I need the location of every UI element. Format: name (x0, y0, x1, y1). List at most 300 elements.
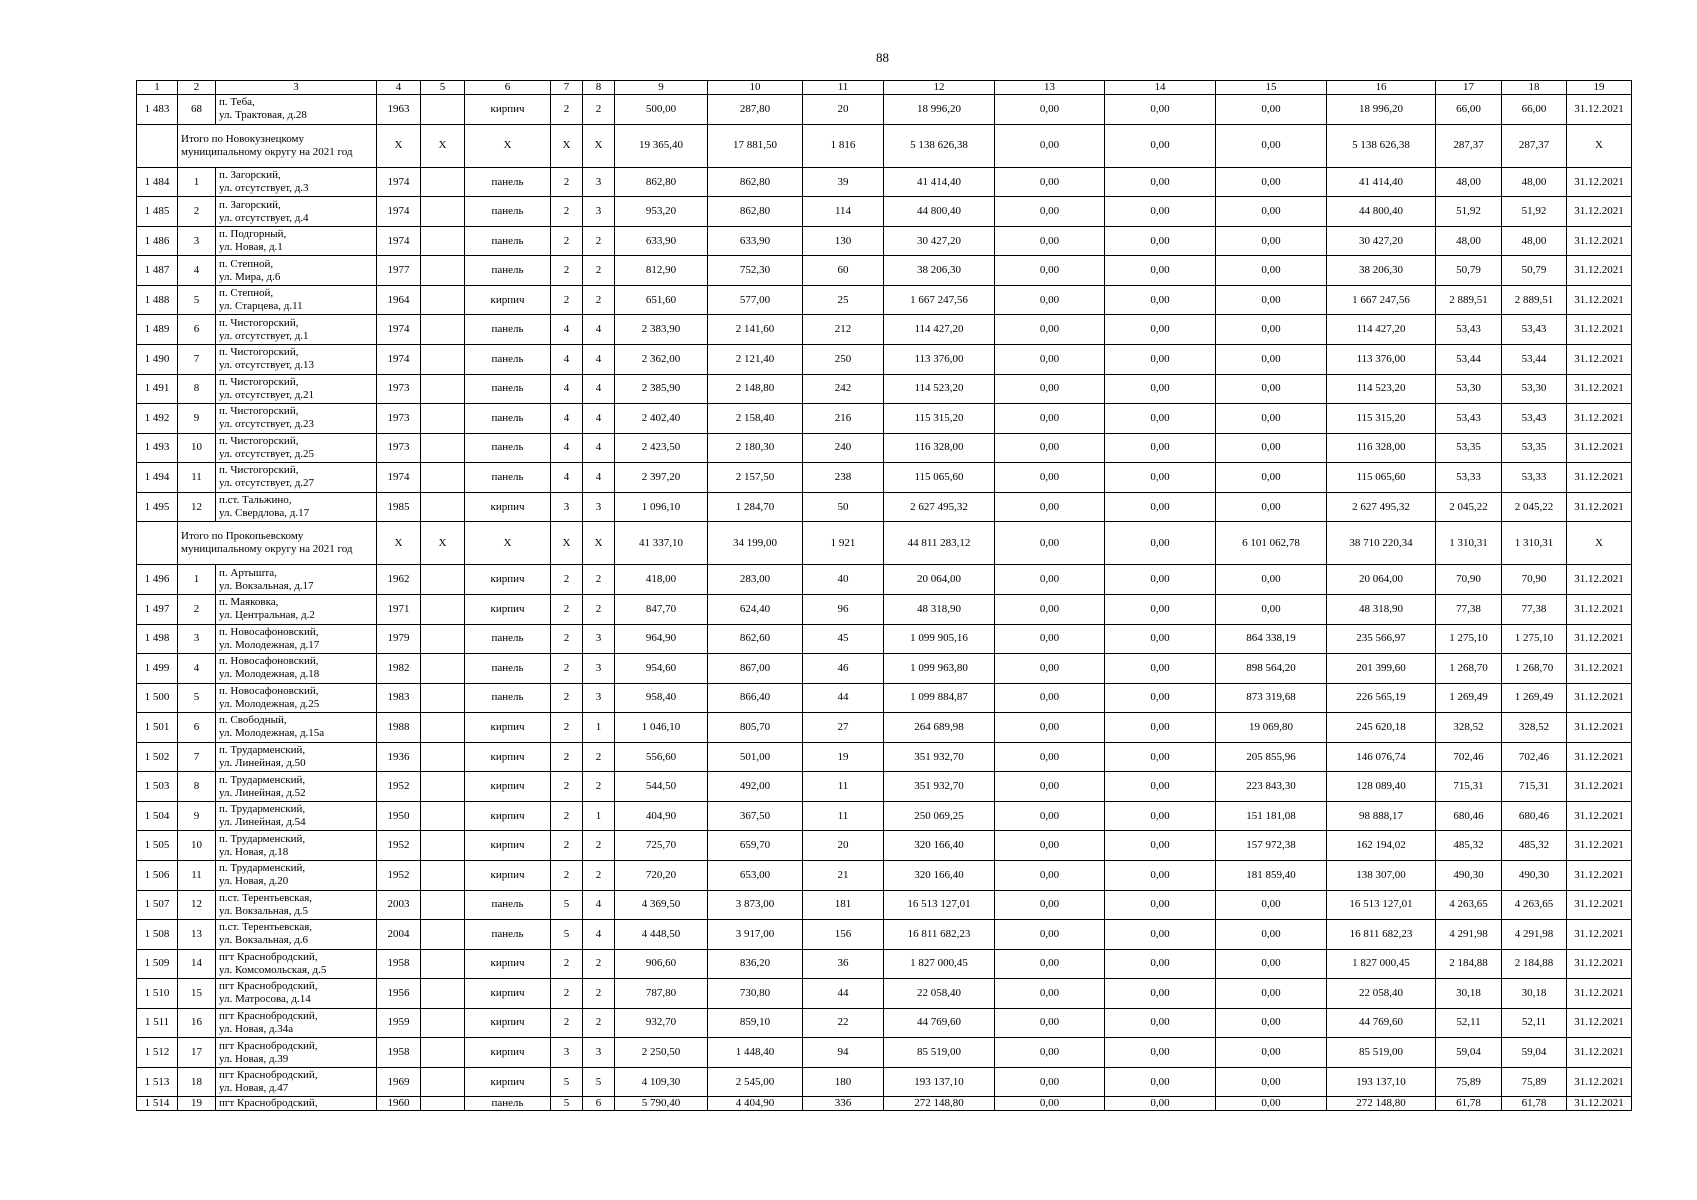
column-number-header: 15 (1216, 81, 1327, 95)
cell-row-number: 1 505 (137, 831, 178, 861)
cell-col-19: 31.12.2021 (1567, 226, 1632, 256)
cell-col-18: 715,31 (1502, 772, 1567, 802)
cell-local-number: 9 (178, 404, 216, 434)
cell-col-19: 31.12.2021 (1567, 256, 1632, 286)
cell-col-14: 0,00 (1105, 595, 1216, 625)
cell-col-17: 1 275,10 (1436, 624, 1502, 654)
cell-col-6: панель (465, 683, 551, 713)
cell-col-19: 31.12.2021 (1567, 920, 1632, 950)
cell-col-5: X (421, 124, 465, 167)
cell-col-15: 0,00 (1216, 226, 1327, 256)
cell-col-9: 651,60 (615, 285, 708, 315)
cell-address (216, 345, 377, 375)
cell-col-5 (421, 492, 465, 522)
cell-col-19: 31.12.2021 (1567, 683, 1632, 713)
cell-col-4: 1973 (377, 404, 421, 434)
cell-col-13: 0,00 (995, 404, 1105, 434)
cell-col-4: 1952 (377, 772, 421, 802)
cell-local-number: 10 (178, 433, 216, 463)
table-row (137, 285, 1632, 315)
cell-local-number: 10 (178, 831, 216, 861)
subtotal-label: Итого по Новокузнецкому муниципальному округу на 2021 год (178, 124, 377, 167)
cell-col-18: 328,52 (1502, 713, 1567, 743)
cell-col-9: 5 790,40 (615, 1097, 708, 1111)
cell-address (216, 713, 377, 743)
cell-col-4: 1979 (377, 624, 421, 654)
cell-col-18: 66,00 (1502, 95, 1567, 125)
page-number: 88 (876, 50, 889, 65)
cell-col-16: 85 519,00 (1327, 1038, 1436, 1068)
cell-col-6: панель (465, 256, 551, 286)
cell-col-8: 6 (583, 1097, 615, 1111)
cell-row-number: 1 502 (137, 742, 178, 772)
cell-col-18: 680,46 (1502, 801, 1567, 831)
cell-col-7: 4 (551, 374, 583, 404)
address-street: ул. Линейная, д.52 (219, 786, 306, 799)
address-settlement: п. Новосафоновский, (219, 684, 319, 697)
cell-local-number: 19 (178, 1097, 216, 1111)
address-street: ул. Старцева, д.11 (219, 300, 303, 313)
cell-col-9: 4 369,50 (615, 890, 708, 920)
cell-col-19: 31.12.2021 (1567, 860, 1632, 890)
cell-row-number: 1 496 (137, 565, 178, 595)
cell-col-15: 0,00 (1216, 595, 1327, 625)
cell-col-4: 1969 (377, 1067, 421, 1097)
cell-col-5 (421, 565, 465, 595)
cell-col-14: 0,00 (1105, 256, 1216, 286)
cell-col-17: 4 263,65 (1436, 890, 1502, 920)
cell-col-7: 2 (551, 949, 583, 979)
address-street: ул. Новая, д.20 (219, 875, 289, 888)
table-row (137, 433, 1632, 463)
cell-col-15: 0,00 (1216, 285, 1327, 315)
cell-col-10: 287,80 (708, 95, 803, 125)
cell-col-18: 1 310,31 (1502, 522, 1567, 565)
column-number-header: 18 (1502, 81, 1567, 95)
cell-row-number: 1 492 (137, 404, 178, 434)
cell-col-6: панель (465, 226, 551, 256)
cell-col-17: 328,52 (1436, 713, 1502, 743)
cell-col-6: панель (465, 463, 551, 493)
cell-col-10: 859,10 (708, 1008, 803, 1038)
cell-col-12: 48 318,90 (884, 595, 995, 625)
cell-col-8: 4 (583, 345, 615, 375)
cell-row-number: 1 509 (137, 949, 178, 979)
empty-cell (137, 522, 178, 565)
cell-col-5 (421, 890, 465, 920)
cell-col-16: 1 827 000,45 (1327, 949, 1436, 979)
cell-col-12: 2 627 495,32 (884, 492, 995, 522)
cell-col-6: кирпич (465, 742, 551, 772)
cell-address (216, 433, 377, 463)
cell-col-8: 3 (583, 654, 615, 684)
cell-col-4: 1964 (377, 285, 421, 315)
cell-col-19: X (1567, 522, 1632, 565)
cell-col-7: 2 (551, 624, 583, 654)
cell-col-15: 151 181,08 (1216, 801, 1327, 831)
cell-col-4: 1960 (377, 1097, 421, 1111)
cell-col-4: 2004 (377, 920, 421, 950)
column-number-header: 6 (465, 81, 551, 95)
cell-col-10: 2 158,40 (708, 404, 803, 434)
cell-col-19: 31.12.2021 (1567, 713, 1632, 743)
table-row (137, 801, 1632, 831)
cell-col-15: 0,00 (1216, 124, 1327, 167)
cell-col-6: панель (465, 920, 551, 950)
cell-col-13: 0,00 (995, 433, 1105, 463)
cell-local-number: 8 (178, 772, 216, 802)
cell-col-14: 0,00 (1105, 860, 1216, 890)
address-street: ул. Трактовая, д.28 (219, 109, 307, 122)
address-settlement: п. Чистогорский, (219, 464, 299, 477)
address-street: ул. Вокзальная, д.6 (219, 934, 309, 947)
cell-col-8: X (583, 124, 615, 167)
cell-col-13: 0,00 (995, 772, 1105, 802)
cell-col-13: 0,00 (995, 1097, 1105, 1111)
cell-col-4: 1977 (377, 256, 421, 286)
cell-col-6: панель (465, 1097, 551, 1111)
cell-col-11: 1 921 (803, 522, 884, 565)
cell-col-19: 31.12.2021 (1567, 197, 1632, 227)
cell-col-7: 2 (551, 831, 583, 861)
cell-col-19: 31.12.2021 (1567, 463, 1632, 493)
cell-col-17: 48,00 (1436, 226, 1502, 256)
cell-col-17: 490,30 (1436, 860, 1502, 890)
cell-col-8: 2 (583, 860, 615, 890)
cell-col-18: 53,33 (1502, 463, 1567, 493)
cell-col-12: 351 932,70 (884, 772, 995, 802)
cell-col-13: 0,00 (995, 1038, 1105, 1068)
cell-local-number: 17 (178, 1038, 216, 1068)
cell-col-12: 1 099 905,16 (884, 624, 995, 654)
cell-col-11: 40 (803, 565, 884, 595)
cell-address (216, 1038, 377, 1068)
cell-col-4: X (377, 124, 421, 167)
cell-row-number: 1 486 (137, 226, 178, 256)
cell-col-4: 1974 (377, 226, 421, 256)
cell-col-10: 2 545,00 (708, 1067, 803, 1097)
cell-local-number: 6 (178, 315, 216, 345)
cell-col-19: 31.12.2021 (1567, 654, 1632, 684)
cell-col-5 (421, 831, 465, 861)
cell-row-number: 1 504 (137, 801, 178, 831)
cell-col-15: 205 855,96 (1216, 742, 1327, 772)
cell-col-15: 0,00 (1216, 374, 1327, 404)
cell-col-16: 113 376,00 (1327, 345, 1436, 375)
address-settlement: п. Чистогорский, (219, 346, 299, 359)
cell-col-11: 25 (803, 285, 884, 315)
cell-col-6: панель (465, 315, 551, 345)
cell-col-12: 116 328,00 (884, 433, 995, 463)
address-settlement: п. Подгорный, (219, 228, 287, 241)
cell-col-13: 0,00 (995, 197, 1105, 227)
address-settlement: п.ст. Тальжино, (219, 494, 292, 507)
cell-col-16: 5 138 626,38 (1327, 124, 1436, 167)
cell-local-number: 4 (178, 654, 216, 684)
cell-col-6: кирпич (465, 949, 551, 979)
cell-row-number: 1 485 (137, 197, 178, 227)
cell-address (216, 595, 377, 625)
cell-col-15: 0,00 (1216, 345, 1327, 375)
cell-col-4: 1963 (377, 95, 421, 125)
cell-col-18: 53,30 (1502, 374, 1567, 404)
address-settlement: пгт Краснобродский, (219, 950, 318, 963)
cell-col-11: 11 (803, 772, 884, 802)
cell-address (216, 1097, 377, 1111)
cell-col-5 (421, 949, 465, 979)
cell-col-5 (421, 315, 465, 345)
table-row (137, 1067, 1632, 1097)
table-row (137, 1008, 1632, 1038)
cell-col-15: 0,00 (1216, 492, 1327, 522)
cell-col-10: 4 404,90 (708, 1097, 803, 1111)
cell-col-11: 114 (803, 197, 884, 227)
cell-col-14: 0,00 (1105, 315, 1216, 345)
table-row (137, 624, 1632, 654)
cell-address (216, 463, 377, 493)
cell-col-12: 114 427,20 (884, 315, 995, 345)
cell-col-19: 31.12.2021 (1567, 492, 1632, 522)
cell-col-7: 5 (551, 920, 583, 950)
column-number-header: 7 (551, 81, 583, 95)
cell-col-13: 0,00 (995, 315, 1105, 345)
cell-col-10: 283,00 (708, 565, 803, 595)
cell-col-4: 1958 (377, 949, 421, 979)
cell-address (216, 742, 377, 772)
cell-col-19: 31.12.2021 (1567, 979, 1632, 1009)
cell-col-18: 53,35 (1502, 433, 1567, 463)
cell-col-18: 2 889,51 (1502, 285, 1567, 315)
cell-col-13: 0,00 (995, 654, 1105, 684)
cell-col-18: 77,38 (1502, 595, 1567, 625)
cell-col-17: 70,90 (1436, 565, 1502, 595)
cell-col-14: 0,00 (1105, 167, 1216, 197)
address-street: ул. Центральная, д.2 (219, 609, 315, 622)
cell-col-10: 653,00 (708, 860, 803, 890)
cell-col-16: 146 076,74 (1327, 742, 1436, 772)
cell-local-number: 14 (178, 949, 216, 979)
cell-col-18: 48,00 (1502, 167, 1567, 197)
cell-col-5 (421, 285, 465, 315)
cell-col-12: 85 519,00 (884, 1038, 995, 1068)
table-row (137, 404, 1632, 434)
cell-col-17: 51,92 (1436, 197, 1502, 227)
cell-col-5 (421, 226, 465, 256)
cell-col-7: 2 (551, 654, 583, 684)
cell-col-17: 2 045,22 (1436, 492, 1502, 522)
cell-address (216, 167, 377, 197)
cell-col-10: 862,60 (708, 624, 803, 654)
cell-col-13: 0,00 (995, 979, 1105, 1009)
cell-col-16: 245 620,18 (1327, 713, 1436, 743)
table-row (137, 167, 1632, 197)
cell-col-14: 0,00 (1105, 1067, 1216, 1097)
cell-col-12: 1 099 884,87 (884, 683, 995, 713)
cell-col-18: 48,00 (1502, 226, 1567, 256)
cell-row-number: 1 503 (137, 772, 178, 802)
cell-local-number: 7 (178, 742, 216, 772)
cell-row-number: 1 501 (137, 713, 178, 743)
column-number-header: 9 (615, 81, 708, 95)
cell-col-11: 336 (803, 1097, 884, 1111)
cell-local-number: 3 (178, 624, 216, 654)
cell-col-14: 0,00 (1105, 920, 1216, 950)
cell-col-7: 2 (551, 801, 583, 831)
cell-col-9: 953,20 (615, 197, 708, 227)
cell-col-15: 0,00 (1216, 920, 1327, 950)
address-settlement: п. Теба, (219, 96, 255, 109)
cell-col-14: 0,00 (1105, 226, 1216, 256)
cell-col-14: 0,00 (1105, 772, 1216, 802)
cell-col-14: 0,00 (1105, 831, 1216, 861)
cell-local-number: 3 (178, 226, 216, 256)
cell-col-9: 19 365,40 (615, 124, 708, 167)
cell-col-9: 2 385,90 (615, 374, 708, 404)
cell-col-14: 0,00 (1105, 979, 1216, 1009)
cell-col-14: 0,00 (1105, 95, 1216, 125)
cell-col-12: 1 827 000,45 (884, 949, 995, 979)
cell-col-7: X (551, 522, 583, 565)
cell-col-12: 272 148,80 (884, 1097, 995, 1111)
cell-col-5 (421, 167, 465, 197)
cell-col-19: 31.12.2021 (1567, 1097, 1632, 1111)
cell-col-12: 38 206,30 (884, 256, 995, 286)
cell-col-5 (421, 374, 465, 404)
cell-col-9: 404,90 (615, 801, 708, 831)
cell-col-16: 115 065,60 (1327, 463, 1436, 493)
cell-col-6: кирпич (465, 95, 551, 125)
cell-address (216, 197, 377, 227)
cell-col-14: 0,00 (1105, 197, 1216, 227)
cell-col-9: 500,00 (615, 95, 708, 125)
cell-col-7: 5 (551, 890, 583, 920)
cell-col-12: 115 315,20 (884, 404, 995, 434)
cell-col-18: 2 045,22 (1502, 492, 1567, 522)
cell-col-14: 0,00 (1105, 1008, 1216, 1038)
cell-address (216, 1008, 377, 1038)
cell-col-18: 287,37 (1502, 124, 1567, 167)
cell-local-number: 4 (178, 256, 216, 286)
cell-col-5 (421, 654, 465, 684)
cell-col-19: 31.12.2021 (1567, 374, 1632, 404)
cell-row-number: 1 508 (137, 920, 178, 950)
cell-col-11: 1 816 (803, 124, 884, 167)
cell-col-8: 3 (583, 683, 615, 713)
cell-col-19: 31.12.2021 (1567, 1067, 1632, 1097)
cell-col-8: 3 (583, 624, 615, 654)
cell-col-7: 4 (551, 463, 583, 493)
cell-col-16: 226 565,19 (1327, 683, 1436, 713)
cell-col-16: 44 769,60 (1327, 1008, 1436, 1038)
cell-col-19: 31.12.2021 (1567, 742, 1632, 772)
cell-col-17: 715,31 (1436, 772, 1502, 802)
cell-col-11: 242 (803, 374, 884, 404)
cell-col-16: 138 307,00 (1327, 860, 1436, 890)
table-row (137, 1038, 1632, 1068)
address-street: ул. Свердлова, д.17 (219, 507, 310, 520)
column-number-header: 5 (421, 81, 465, 95)
cell-col-17: 485,32 (1436, 831, 1502, 861)
cell-row-number: 1 513 (137, 1067, 178, 1097)
cell-col-15: 0,00 (1216, 1008, 1327, 1038)
cell-col-4: 1959 (377, 1008, 421, 1038)
cell-col-11: 60 (803, 256, 884, 286)
housing-register-table (136, 80, 1632, 1111)
cell-address (216, 1067, 377, 1097)
address-street: ул. отсутствует, д.23 (219, 418, 315, 431)
table-row (137, 831, 1632, 861)
cell-col-13: 0,00 (995, 920, 1105, 950)
cell-col-6: панель (465, 890, 551, 920)
cell-col-19: 31.12.2021 (1567, 95, 1632, 125)
cell-col-16: 48 318,90 (1327, 595, 1436, 625)
cell-col-5 (421, 801, 465, 831)
cell-col-15: 0,00 (1216, 463, 1327, 493)
cell-col-8: 3 (583, 167, 615, 197)
table-row (137, 374, 1632, 404)
cell-local-number: 16 (178, 1008, 216, 1038)
address-street: ул. отсутствует, д.1 (219, 329, 309, 342)
cell-col-13: 0,00 (995, 713, 1105, 743)
address-street: ул. отсутствует, д.4 (219, 211, 309, 224)
cell-col-11: 44 (803, 683, 884, 713)
cell-col-13: 0,00 (995, 624, 1105, 654)
address-settlement: п. Степной, (219, 287, 274, 300)
cell-col-17: 702,46 (1436, 742, 1502, 772)
cell-col-9: 1 046,10 (615, 713, 708, 743)
cell-col-11: 50 (803, 492, 884, 522)
cell-address (216, 772, 377, 802)
address-street: ул. отсутствует, д.27 (219, 477, 315, 490)
cell-col-4: 1950 (377, 801, 421, 831)
cell-col-17: 53,43 (1436, 404, 1502, 434)
cell-row-number: 1 489 (137, 315, 178, 345)
cell-col-10: 367,50 (708, 801, 803, 831)
cell-col-17: 1 268,70 (1436, 654, 1502, 684)
cell-local-number: 5 (178, 285, 216, 315)
cell-col-19: 31.12.2021 (1567, 404, 1632, 434)
cell-col-4: 1983 (377, 683, 421, 713)
cell-col-15: 181 859,40 (1216, 860, 1327, 890)
cell-col-19: 31.12.2021 (1567, 565, 1632, 595)
table-row (137, 595, 1632, 625)
column-number-header: 2 (178, 81, 216, 95)
cell-col-7: 4 (551, 404, 583, 434)
cell-col-16: 114 427,20 (1327, 315, 1436, 345)
cell-col-4: 1988 (377, 713, 421, 743)
cell-col-15: 0,00 (1216, 979, 1327, 1009)
cell-col-9: 2 383,90 (615, 315, 708, 345)
cell-col-13: 0,00 (995, 285, 1105, 315)
address-street: ул. Комсомольская, д.5 (219, 963, 327, 976)
cell-address (216, 624, 377, 654)
cell-col-10: 3 873,00 (708, 890, 803, 920)
cell-col-6: кирпич (465, 860, 551, 890)
cell-col-6: кирпич (465, 285, 551, 315)
cell-col-10: 752,30 (708, 256, 803, 286)
cell-col-5 (421, 345, 465, 375)
cell-col-12: 320 166,40 (884, 860, 995, 890)
cell-col-14: 0,00 (1105, 949, 1216, 979)
cell-col-4: 1971 (377, 595, 421, 625)
cell-col-10: 1 448,40 (708, 1038, 803, 1068)
address-street: ул. Вокзальная, д.17 (219, 579, 314, 592)
cell-col-13: 0,00 (995, 256, 1105, 286)
cell-col-18: 1 268,70 (1502, 654, 1567, 684)
cell-col-19: 31.12.2021 (1567, 831, 1632, 861)
cell-col-11: 216 (803, 404, 884, 434)
column-number-row (137, 81, 1632, 95)
